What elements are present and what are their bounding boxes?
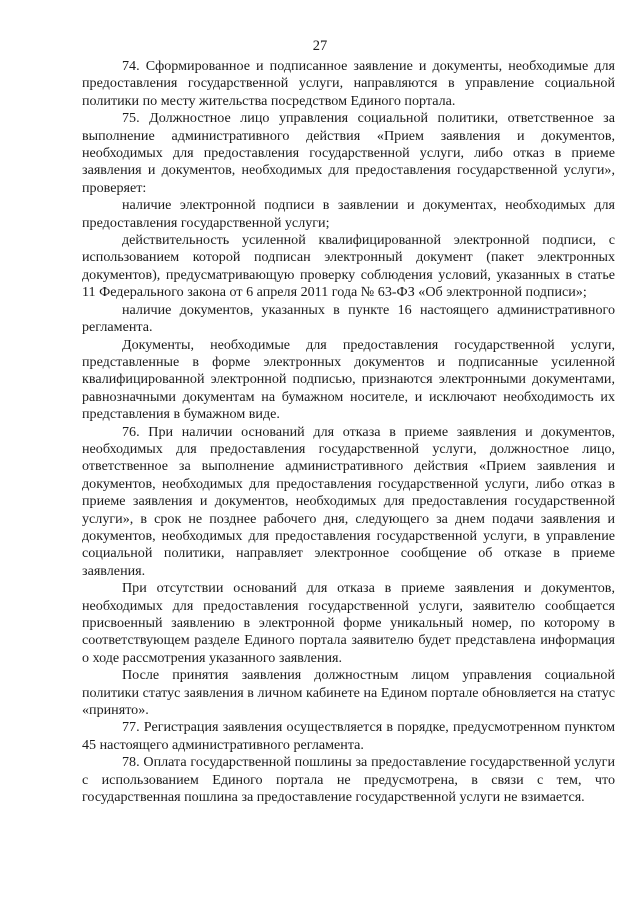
paragraph-76-no-grounds: При отсутствии оснований для отказа в приеме заявления и документов, необходимых для предоставления государственной услуги, заявителю сообщается присвоенный заявлению в электронной форме уникальный номер, по которому в соответствующем разделе Единого портала заявителю будет представлена информация о ходе рассмотрения указанного заявления. xyxy=(82,580,615,666)
paragraph-77: 77. Регистрация заявления осуществляется в порядке, предусмотренном пунктом 45 настоящего административного регламента. xyxy=(82,719,615,753)
paragraph-electronic-documents: Документы, необходимые для предоставления государственной услуги, представленные в форме электронных документов и подписанные усиленной квалифицированной электронной подписью, признаются электронными документами, равнозначными документам на бумажном носителе, и исключают необходимость их представления в бумажном виде. xyxy=(82,336,615,423)
document-body xyxy=(82,58,615,806)
paragraph-75: 75. Должностное лицо управления социальной политики, ответственное за выполнение административного действия «Прием заявления и документов, необходимых для предоставления государственной услуги, либо отказ в приеме заявления и документов, необходимых для предоставления государственной услуги», проверяет: xyxy=(82,110,615,196)
paragraph-75-check-documents: наличие документов, указанных в пункте 16 настоящего административного регламента. xyxy=(82,301,615,336)
paragraph-76-status-update: После принятия заявления должностным лицом управления социальной политики статус заявления в личном кабинете на Едином портале обновляется на статус «принято». xyxy=(82,667,615,719)
paragraph-78: 78. Оплата государственной пошлины за предоставление государственной услуги с использованием Единого портала не предусмотрена, в связи с тем, что государственная пошлина за предоставление государственной услуги не взимается. xyxy=(82,754,615,806)
paragraph-76: 76. При наличии оснований для отказа в приеме заявления и документов, необходимых для предоставления государственной услуги, должностное лицо, ответственное за выполнение административного действия «Прием заявления и документов, необходимых для предоставления государственной услуги, либо отказ в приеме заявления и документов, необходимых для предоставления государственной услуги», в срок не позднее рабочего дня, следующего за днем подачи заявления и документов, необходимых для предоставления государственной услуги, в управление социальной политики, направляет электронное сообщение об отказе в приеме заявления. xyxy=(82,423,615,579)
page-number: 27 xyxy=(312,38,328,54)
paragraph-75-check-validity: действительность усиленной квалифицированной электронной подписи, с использованием которой подписан электронный документ (пакет электронных документов), предусматривающую проверку соблюдения условий, указанных в статье 11 Федерального закона от 6 апреля 2011 года № 63-ФЗ «Об электронной подписи»; xyxy=(82,232,615,301)
paragraph-74: 74. Сформированное и подписанное заявление и документы, необходимые для предоставления государственной услуги, направляются в управление социальной политики по месту жительства посредством Единого портала. xyxy=(82,58,615,109)
paragraph-75-check-signature: наличие электронной подписи в заявлении и документах, необходимых для предоставления государственной услуги; xyxy=(82,197,615,231)
